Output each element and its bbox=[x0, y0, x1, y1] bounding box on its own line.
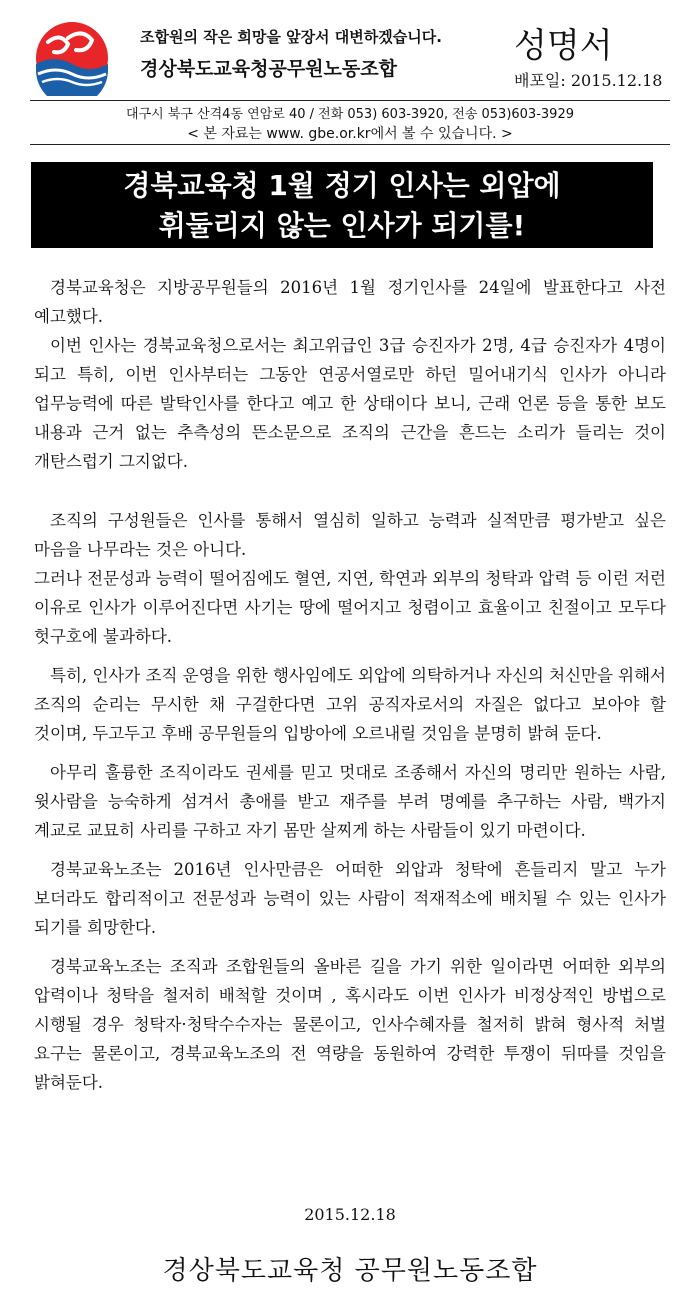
footer-signature: 경상북도교육청 공무원노동조합 bbox=[162, 1256, 538, 1286]
paragraph-8: 경북교육노조는 조직과 조합원들의 올바른 길을 가기 위한 일이라면 어떠한 외부의 압력이나 청탁을 철저히 배척할 것이며 , 혹시라도 이번 인사가 비정상적인 방법으로 시행될 경우 청탁자·청탁수수자는 물론이고, 인사수혜자를 철저히 밝혀 형사적 처벌 요구는 물론이고, 경북교육노조의 전 역량을 동원하여 강력한 투쟁이 뒤따를 것임을 밝혀둔다. bbox=[34, 957, 666, 1092]
paragraph-7: 경북교육노조는 2016년 인사만큼은 어떠한 외압과 청탁에 흔들리지 말고 누가 보더라도 합리적이고 전문성과 능력이 있는 사람이 적재적소에 배치될 수 있는 인사가 되기를 희망한다. bbox=[34, 860, 666, 937]
paragraph-2: 이번 인사는 경북교육청으로서는 최고위급인 3급 승진자가 2명, 4급 승진자가 4명이 되고 특히, 이번 인사부터는 그동안 연공서열로만 하던 밀어내기식 인사가 아니라 업무능력에 따른 발탁인사를 한다고 예고 한 상태이다 보니, 근래 언론 등을 통한 보도 내용과 근거 없는 추측성의 뜬소문으로 조직의 근간을 흔드는 소리가 들리는 것이 개탄스럽기 그지없다. bbox=[34, 336, 666, 471]
header-divider-top bbox=[30, 100, 670, 101]
letterhead bbox=[30, 18, 670, 98]
paragraph-6: 아무리 훌륭한 조직이라도 권세를 믿고 멋대로 조종해서 자신의 명리만 원하는 사람, 윗사람을 능숙하게 섬겨서 총애를 받고 재주를 부려 명예를 추구하는 사람, 백가지 계교로 교묘히 사리를 구하고 자기 몸만 살찌게 하는 사람들이 있기 마련이다. bbox=[34, 763, 666, 840]
document-type-title: 성명서 bbox=[514, 26, 613, 66]
paragraph-4: 그러나 전문성과 능력이 떨어짐에도 혈연, 지연, 학연과 외부의 청탁과 압력 등 이런 저런 이유로 인사가 이루어진다면 사기는 땅에 떨어지고 청렴이고 효율이고 친절이고 모두다 헛구호에 불과하다. bbox=[34, 569, 666, 646]
union-slogan: 조합원의 작은 희망을 앞장서 대변하겠습니다. bbox=[140, 28, 442, 46]
headline-line-1: 경북교육청 1월 정기 인사는 외압에 bbox=[123, 169, 561, 202]
paragraph-1: 경북교육청은 지방공무원들의 2016년 1월 정기인사를 24일에 발표한다고 사전 예고했다. bbox=[34, 278, 666, 326]
paragraph-5: 특히, 인사가 조직 운영을 위한 행사임에도 외압에 의탁하거나 자신의 처신만을 위해서 조직의 순리는 무시한 채 구걸한다면 고위 공직자로서의 자질은 없다고 보아야 할 것이며, 두고두고 후배 공무원들의 입방아에 오르내릴 것임을 분명히 밝혀 둔다. bbox=[34, 666, 666, 743]
footer-date: 2015.12.18 bbox=[304, 1205, 396, 1224]
statement-body bbox=[34, 273, 666, 1097]
headline-line-2: 휘둘리지 않는 인사가 되기를! bbox=[158, 209, 526, 242]
header-divider-bottom bbox=[30, 144, 670, 145]
paragraph-3: 조직의 구성원들은 인사를 통해서 열심히 일하고 능력과 실적만큼 평가받고 싶은 마음을 나무라는 것은 아니다. bbox=[34, 511, 666, 559]
union-name: 경상북도교육청공무원노동조합 bbox=[140, 58, 397, 80]
union-wave-logo-icon bbox=[34, 20, 110, 96]
headline-banner bbox=[31, 162, 653, 248]
release-date: 배포일: 2015.12.18 bbox=[514, 71, 663, 90]
contact-address: 대구시 북구 산격4동 연암로 40 / 전화 053) 603-3920, 전송 053)603-3929 bbox=[126, 107, 574, 122]
website-notice: < 본 자료는 www. gbe.or.kr에서 볼 수 있습니다. > bbox=[187, 126, 513, 142]
